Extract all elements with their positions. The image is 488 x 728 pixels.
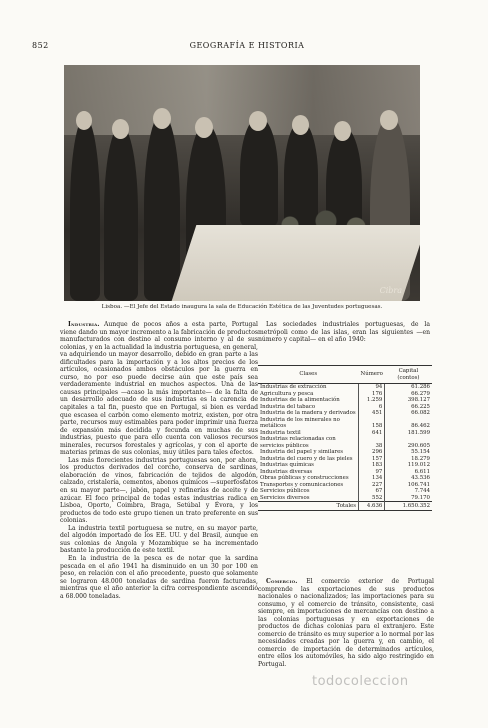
table-row: Industrias de extracción 94 61.286 (260, 384, 430, 390)
table-row: Transportes y comunicaciones 227 106.741 (260, 481, 430, 488)
running-header (32, 41, 462, 53)
table-row: Industrias relacionadas con servicios públicos 38 290.605 (260, 436, 430, 449)
left-column (60, 321, 258, 600)
table-row: Industria del cuero y de las pieles 157 18.279 (260, 455, 430, 462)
table-row: Industria del tabaco 6 66.225 (260, 403, 430, 410)
paragraph: En la industria de la pesca es de notar que la sardina pescada en el año 1941 ha disminuido en un 30 por 100 en peso, en relación con el año precedente, puesto que solamente se lograron 48.000 toneladas de sardina fueron facturadas, mientras que el año anterior la cifra correspondiente ascendió a 68.000 toneladas. (60, 554, 258, 600)
column-header: Clases (258, 366, 359, 384)
column-header: Número (359, 366, 385, 384)
table-row: Industrias de la alimentación 1.259 398.127 (260, 397, 430, 403)
table-header-row (258, 366, 432, 384)
table-row: Industria de los minerales no metálicos 158 86.462 (260, 416, 430, 429)
paragraph: La industria textil portuguesa se nutre, en su mayor parte, del algodón importado de los EE. UU. y del Brasil, aunque en sus colonias de Angola y Mozambique se ha incrementado bastante la producción de este textil. (60, 524, 258, 555)
photo-signature: Cibra (379, 286, 402, 295)
table-row: Industria textil 641 181.599 (260, 429, 430, 436)
table-row: Servicios diversos 552 79.170 (260, 494, 430, 501)
commerce-section: Comercio. El comercio exterior de Portugal comprende las exportaciones de sus productos nacionales o nacionalizados; las importaciones para su consumo, y el comercio de tránsito, consistente, casi siempre, en importaciones de mercancías con destino a las colonias portuguesas y en exportaciones de productos de dichas colonias para el extranjero. Este comercio de tránsito es muy superior a lo normal por las necesidades creadas por la guerra y, en cambio, el comercio de importación de determinados artículos, entre ellos los automóviles, ha sido algo restringido en Portugal. (258, 578, 434, 669)
running-title: GEOGRAFÍA E HISTORIA (189, 41, 305, 50)
inauguration-photo (64, 65, 420, 301)
table-row: Obras públicas y construcciones 134 43.536 (260, 475, 430, 481)
column-header: Capital (contos) (385, 366, 432, 384)
page-number: 852 (32, 41, 49, 50)
table-row: Industria del papel y similares 296 55.154 (260, 449, 430, 455)
table-row: Industria de la madera y derivados 451 66.082 (260, 410, 430, 416)
photo-caption: Lisboa. —El Jefe del Estado inaugura la sala de Educación Estética de las Juventudes portuguesas. (101, 304, 383, 310)
table-row: Servicios públicos 67 7.744 (260, 488, 430, 494)
right-column-intro: Las sociedades industriales portuguesas, de la metrópoli como de las islas, eran las siguientes —en número y capital— en el año 1940: (258, 321, 430, 344)
table-row: Agricultura y pesca 176 66.279 (260, 390, 430, 397)
watermark: todocoleccion (312, 674, 409, 689)
paragraph: Industria. Aunque de pocos años a esta parte, Portugal viene dando un mayor incremento a la fabricación de productos manufacturados con destino al consumo interno y al de sus colonias, y en la actualidad la industria portuguesa, en general, va adquiriendo un mayor desarrollo, debido en gran parte a las dificultades para la importación y a los altos precios de los artículos, ocasionados ambos obstáculos por la guerra en curso, no por eso puede decirse aún que este país sea verdaderamente industrial en muchos aspectos. Una de las causas principales —acaso la más importante— de la falta de un desarrollo adecuado de sus industrias es la carencia de capitales a tal fin, puesto que en Portugal, si bien es verdad que escasea el carbón como elemento motriz, existen, por otra parte, recursos muy estimables para poder imprimir una fuerza de expansión más decidida y fecunda en muchas de sus industrias, puesto que para ello cuenta con valiosos recursos minerales, recursos forestales y agrícolas, y con el aporte de materias primas de sus colonias, muy útiles para tales efectos. (60, 321, 258, 457)
table-row: Industrias diversas 97 6.611 (260, 468, 430, 475)
table-total-row: Totales 4.636 1.650.352 (258, 502, 432, 511)
industry-table (258, 365, 432, 511)
table-row: Industrias químicas 183 119.012 (260, 462, 430, 468)
paragraph: Las más florecientes industrias portuguesas son, por ahora, los productos derivados del corcho, conserva de sardinas, elaboración de vinos, fabricación de tejidos de algodón, calzado, cristalería, cementos, abonos químicos —superfosfatos en su mayor parte—, jabón, papel y refinerías de aceite y de azúcar. El foco principal de todas estas industrias radica en Lisboa, Oporto, Coimbra, Braga, Setúbal y Évora, y los productos de todo este grupo tienen un trato preferente en sus colonias. (60, 456, 258, 525)
